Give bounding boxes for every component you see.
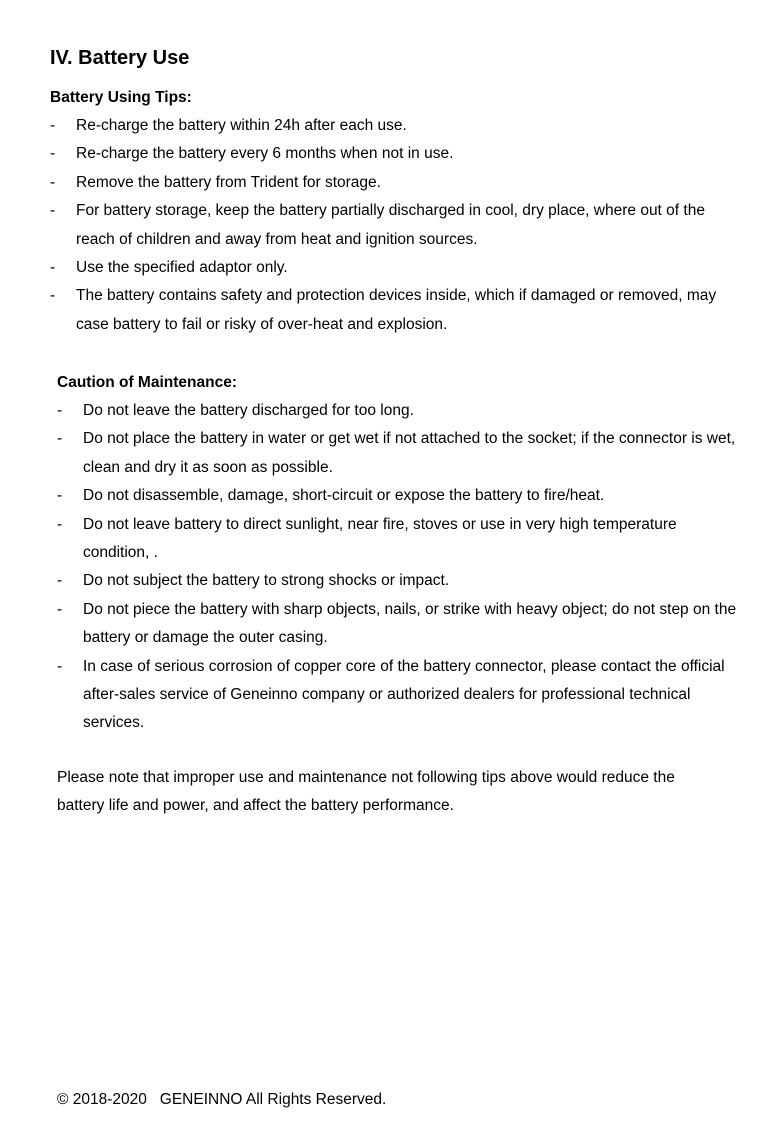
list-item-text: Do not disassemble, damage, short-circuit or expose the battery to fire/heat. [83,487,605,505]
bullet-dash: - [57,515,63,533]
bullet-dash: - [50,117,56,134]
bullet-dash: - [57,402,63,419]
list-item [57,567,737,595]
maintenance-caution-list [57,397,737,738]
list-item-text: Re-charge the battery within 24h after each use. [76,117,407,134]
list-item [57,596,737,653]
list-item [57,397,737,425]
list-item-text: Do not leave battery to direct sunlight, near fire, stoves or use in very high temperature condition, . [83,515,677,562]
list-item-text: Re-charge the battery every 6 months when not in use. [76,145,454,163]
usage-note: Please note that improper use and maintenance not following tips above would reduce the battery life and power, and affect the battery performance. [57,769,675,815]
list-item [57,653,737,738]
list-item-text: Do not piece the battery with sharp objects, nails, or strike with heavy object; do not step on the battery or damage the outer casing. [83,600,737,647]
bullet-dash: - [50,145,56,163]
list-item [50,254,740,282]
bullet-dash: - [50,287,56,305]
bullet-dash: - [50,202,56,220]
list-item-text: Do not subject the battery to strong shocks or impact. [83,572,450,590]
list-item [50,112,740,140]
list-item-text: Do not place the battery in water or get wet if not attached to the socket; if the connector is wet, clean and dry it as soon as possible. [83,430,736,476]
list-item-text: The battery contains safety and protection devices inside, which if damaged or removed, may case battery to fail or risky of over-heat and explosion. [76,287,717,333]
list-item [50,140,740,168]
list-item-text: Use the specified adaptor only. [76,259,288,277]
bullet-dash: - [57,600,63,618]
list-item-text: Do not leave the battery discharged for too long. [83,402,414,419]
bullet-dash: - [57,572,63,590]
list-item-text: For battery storage, keep the battery partially discharged in cool, dry place, where out of the reach of children and away from heat and ignition sources. [76,202,705,248]
bullet-dash: - [50,173,56,191]
list-item [50,197,740,254]
list-item-text: In case of serious corrosion of copper core of the battery connector, please contact the official after-sales service of Geneinno company or authorized dealers for professional technical services. [83,657,725,732]
bullet-dash: - [57,487,63,505]
list-item-text: Remove the battery from Trident for storage. [76,173,381,191]
bullet-dash: - [57,657,63,675]
section-title: IV. Battery Use [50,47,190,69]
bullet-dash: - [57,430,63,448]
battery-tips-heading: Battery Using Tips: [50,89,192,106]
battery-tips-list [50,112,740,339]
list-item [57,511,737,568]
bullet-dash: - [50,259,56,277]
list-item [57,425,737,482]
list-item [50,282,740,339]
list-item [57,482,737,510]
maintenance-caution-heading: Caution of Maintenance: [57,374,237,391]
copyright-footer: © 2018-2020 GENEINNO All Rights Reserved. [57,1091,387,1108]
list-item [50,169,740,197]
